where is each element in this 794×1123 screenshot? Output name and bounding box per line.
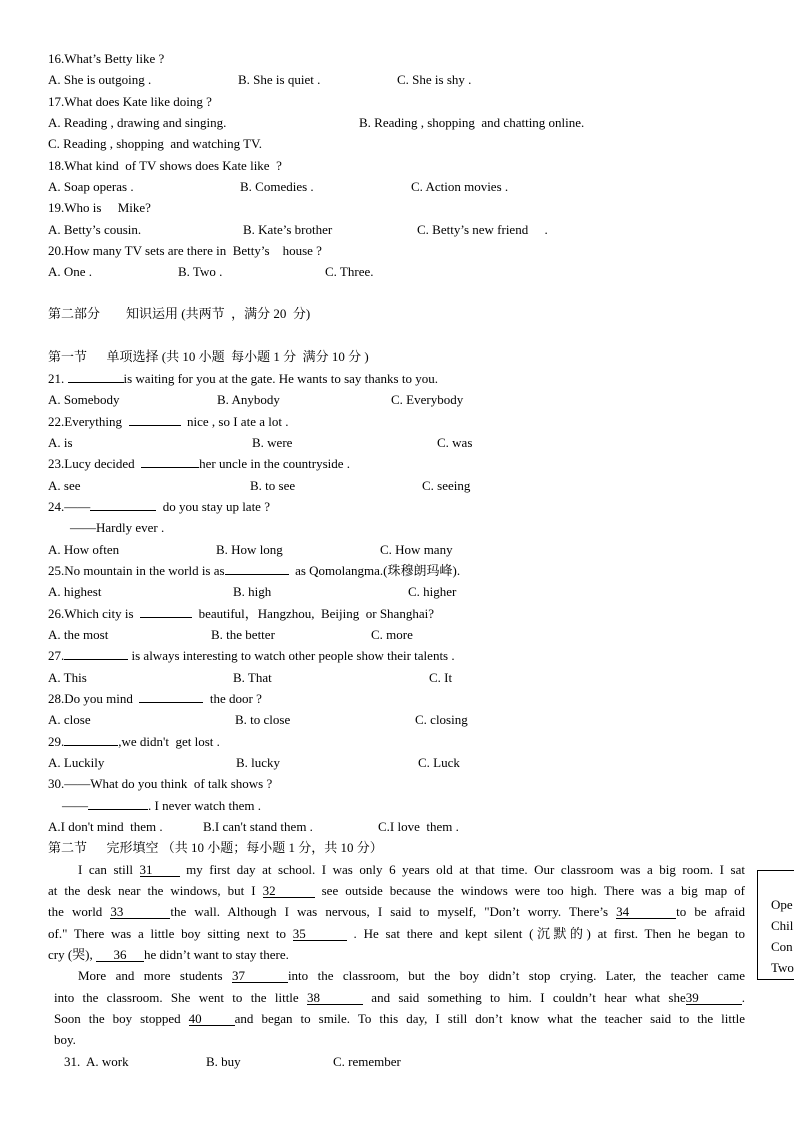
side-box-line: Con xyxy=(771,939,793,954)
option-22-b: B. were xyxy=(252,435,293,450)
cloze-blank-31: 31 xyxy=(140,863,180,877)
option-28-c: C. closing xyxy=(415,712,468,727)
option-17-a: A. Reading , drawing and singing. xyxy=(48,115,227,130)
answer-blank xyxy=(139,702,203,703)
option-29-a: A. Luckily xyxy=(48,755,105,770)
passage-text: of." There was a little boy sitting next to xyxy=(48,926,286,941)
passage-text: . xyxy=(741,990,746,1005)
cloze-line-6 xyxy=(48,968,745,984)
passage-text: the world xyxy=(48,904,103,919)
answer-blank xyxy=(225,574,289,575)
question-text: do you stay up late ? xyxy=(162,499,270,514)
answer-blank xyxy=(140,617,192,618)
cloze-blank-34: 34 xyxy=(616,905,676,919)
option-22-a: A. is xyxy=(48,435,73,450)
question-29-stem xyxy=(48,734,220,750)
option-23-b: B. to see xyxy=(250,478,296,493)
option-24-b: B. How long xyxy=(216,542,283,557)
answer-blank xyxy=(88,809,148,810)
passage-text: I can still xyxy=(78,862,133,877)
option-18-a: A. Soap operas . xyxy=(48,179,134,194)
option-21-a: A. Somebody xyxy=(48,392,120,407)
option-31-c: C. remember xyxy=(333,1054,401,1069)
cloze-line-9: boy. xyxy=(54,1032,76,1047)
question-24-reply: ——Hardly ever . xyxy=(70,520,165,535)
option-26-b: B. the better xyxy=(211,627,275,642)
option-26-c: C. more xyxy=(371,627,413,642)
question-24-stem xyxy=(48,499,270,515)
question-text: 24.—— xyxy=(48,499,91,514)
option-19-a: A. Betty’s cousin. xyxy=(48,222,142,237)
passage-text: to be afraid xyxy=(676,904,745,919)
option-19-c: C. Betty’s new friend . xyxy=(417,222,548,237)
cloze-line-4 xyxy=(48,926,745,942)
passage-text: cry (哭), xyxy=(48,947,93,962)
cloze-line-3 xyxy=(48,904,745,920)
passage-text: he didn’t want to stay there. xyxy=(144,947,289,962)
answer-blank xyxy=(68,382,124,383)
question-21-stem xyxy=(48,371,438,387)
cloze-blank-36: 36 xyxy=(96,948,144,962)
question-31-number: 31. xyxy=(64,1054,81,1069)
answer-blank xyxy=(64,745,118,746)
option-30-a: A.I don't mind them . xyxy=(48,819,163,834)
question-30-stem: 30.——What do you think of talk shows ? xyxy=(48,776,273,791)
option-18-b: B. Comedies . xyxy=(240,179,314,194)
side-box-line: Two xyxy=(771,960,794,975)
option-16-b: B. She is quiet . xyxy=(238,72,321,87)
option-17-b: B. Reading , shopping and chatting online. xyxy=(359,115,585,130)
passage-text: into the classroom. She went to the little xyxy=(54,990,299,1005)
passage-text: into the classroom, but the boy didn’t stop crying. Later, the teacher came xyxy=(287,968,745,983)
option-16-a: A. She is outgoing . xyxy=(48,72,152,87)
cloze-blank-32: 32 xyxy=(263,884,315,898)
answer-blank xyxy=(141,467,199,468)
cloze-line-8 xyxy=(54,1011,745,1027)
question-number: 21. xyxy=(48,371,65,386)
question-text: her uncle in the countryside . xyxy=(199,456,351,471)
passage-text: my first day at school. I was only 6 years old at that time. Our classroom was a big room. I sat xyxy=(186,862,745,877)
passage-text: at the desk near the windows, but I xyxy=(48,883,256,898)
passage-text: see outside because the windows were too high. There was a big map of xyxy=(321,883,746,898)
question-25-stem xyxy=(48,563,460,579)
passage-text: Soon the boy stopped xyxy=(54,1011,181,1026)
side-box-line: Chil xyxy=(771,918,794,933)
option-30-c: C.I love them . xyxy=(378,819,459,834)
option-22-c: C. was xyxy=(437,435,473,450)
question-text: 28.Do you mind xyxy=(48,691,133,706)
option-23-c: C. seeing xyxy=(422,478,471,493)
question-17-stem: 17.What does Kate like doing ? xyxy=(48,94,212,109)
question-text: 23.Lucy decided xyxy=(48,456,135,471)
question-text: as Qomolangma.(珠穆朗玛峰). xyxy=(295,563,461,578)
question-16-stem: 16.What’s Betty like ? xyxy=(48,51,165,66)
cloze-blank-37: 37 xyxy=(232,969,288,983)
option-25-b: B. high xyxy=(233,584,272,599)
question-text: . I never watch them . xyxy=(148,798,261,813)
question-text: is waiting for you at the gate. He wants to say thanks to you. xyxy=(123,371,438,386)
question-26-stem xyxy=(48,606,434,622)
question-18-stem: 18.What kind of TV shows does Kate like ? xyxy=(48,158,282,173)
question-text: 27. xyxy=(48,648,65,663)
cloze-line-1 xyxy=(48,862,745,878)
cloze-line-2 xyxy=(48,883,745,899)
option-23-a: A. see xyxy=(48,478,81,493)
option-26-a: A. the most xyxy=(48,627,109,642)
option-31-a: A. work xyxy=(86,1054,129,1069)
question-text: —— xyxy=(62,798,88,813)
option-24-a: A. How often xyxy=(48,542,120,557)
option-21-b: B. Anybody xyxy=(217,392,280,407)
question-text: ,we didn't get lost . xyxy=(118,734,220,749)
option-27-b: B. That xyxy=(233,670,272,685)
option-20-c: C. Three. xyxy=(325,264,374,279)
option-16-c: C. She is shy . xyxy=(397,72,472,87)
section-one-heading: 第一节 单项选择 (共 10 小题 每小题 1 分 满分 10 分 ) xyxy=(48,349,369,364)
passage-text: and said something to him. I couldn’t hear what she xyxy=(371,990,686,1005)
passage-text: and began to smile. To this day, I still don’t know what the teacher said to the little xyxy=(234,1011,745,1026)
option-31-b: B. buy xyxy=(206,1054,241,1069)
question-text: 25.No mountain in the world is as xyxy=(48,563,225,578)
option-29-b: B. lucky xyxy=(236,755,281,770)
option-27-a: A. This xyxy=(48,670,87,685)
option-25-c: C. higher xyxy=(408,584,457,599)
cloze-blank-38: 38 xyxy=(307,991,363,1005)
cloze-blank-35: 35 xyxy=(293,927,347,941)
question-28-stem xyxy=(48,691,262,707)
option-29-c: C. Luck xyxy=(418,755,460,770)
cloze-blank-39: 39 xyxy=(686,991,742,1005)
question-text: the door ? xyxy=(209,691,262,706)
question-23-stem xyxy=(48,456,350,472)
option-25-a: A. highest xyxy=(48,584,102,599)
question-text: 26.Which city is xyxy=(48,606,134,621)
option-24-c: C. How many xyxy=(380,542,453,557)
section-two-heading: 第二节 完形填空 （共 10 小题；每小题 1 分，共 10 分） xyxy=(48,840,383,855)
question-text: nice , so I ate a lot . xyxy=(187,414,289,429)
option-20-a: A. One . xyxy=(48,264,93,279)
answer-blank xyxy=(129,425,181,426)
passage-text: More and more students xyxy=(78,968,223,983)
option-28-b: B. to close xyxy=(235,712,291,727)
question-text: beautiful，Hangzhou, Beijing or Shanghai? xyxy=(198,606,434,621)
cloze-line-7 xyxy=(54,990,745,1006)
cloze-blank-40: 40 xyxy=(189,1012,235,1026)
cloze-line-5 xyxy=(48,947,289,963)
question-22-stem xyxy=(48,414,288,430)
option-30-b: B.I can't stand them . xyxy=(203,819,313,834)
answer-blank xyxy=(64,659,128,660)
question-27-stem xyxy=(48,648,455,664)
side-option-box xyxy=(757,870,794,980)
passage-text: . He sat there and kept silent (沉默的) at first. Then he began to xyxy=(353,926,746,941)
passage-text: the wall. Although I was nervous, I said to myself, "Don’t worry. There’s xyxy=(170,904,609,919)
answer-blank xyxy=(90,510,156,511)
side-box-line: Ope xyxy=(771,897,793,912)
cloze-blank-33: 33 xyxy=(110,905,170,919)
part-two-heading: 第二部分 知识运用 (共两节 ，满分 20 分) xyxy=(48,306,311,321)
question-19-stem: 19.Who is Mike? xyxy=(48,200,151,215)
question-text: 29. xyxy=(48,734,65,749)
option-20-b: B. Two . xyxy=(178,264,223,279)
question-text: 22.Everything xyxy=(48,414,123,429)
question-30-reply xyxy=(62,798,261,814)
option-17-c: C. Reading , shopping and watching TV. xyxy=(48,136,263,151)
option-21-c: C. Everybody xyxy=(391,392,464,407)
option-28-a: A. close xyxy=(48,712,91,727)
option-18-c: C. Action movies . xyxy=(411,179,509,194)
option-19-b: B. Kate’s brother xyxy=(243,222,333,237)
question-20-stem: 20.How many TV sets are there in Betty’s house ? xyxy=(48,243,322,258)
option-27-c: C. It xyxy=(429,670,453,685)
question-text: is always interesting to watch other people show their talents . xyxy=(131,648,455,663)
